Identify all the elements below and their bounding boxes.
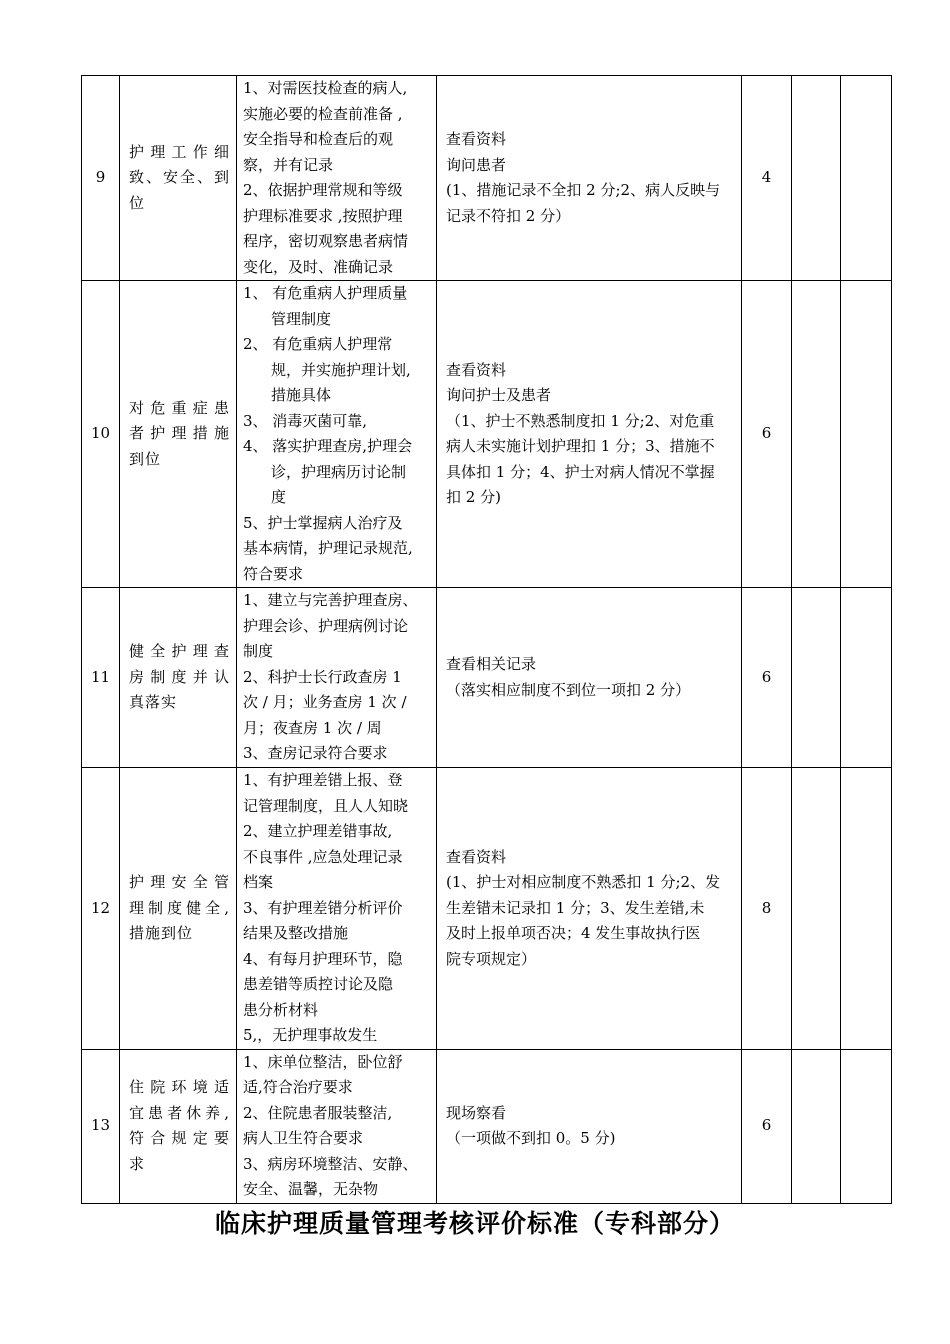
requirements-cell [237, 1049, 437, 1203]
item-title-line: 宜患者休养, [129, 1103, 230, 1122]
method-line: 询问患者 [446, 155, 507, 174]
requirement-line: 2、建立护理差错事故, [243, 822, 393, 840]
method-cell [437, 1049, 742, 1203]
item-title-line: 到位 [129, 449, 162, 468]
requirement-line: 3、有护理差错分析评价 [243, 898, 403, 917]
requirement-line: 符合要求 [243, 564, 304, 583]
requirement-line: 诊，护理病历讨论制 [271, 462, 407, 481]
table-row [82, 76, 892, 281]
requirement-line: 2、住院患者服装整洁, [243, 1103, 393, 1122]
requirement-line: 3、 消毒灭菌可靠, [243, 411, 368, 430]
method-line: （1、护士不熟悉制度扣 1 分;2、对危重 [446, 411, 715, 430]
requirement-line: 1、建立与完善护理查房、 [243, 591, 418, 610]
method-line: 及时上报单项否决；4 发生事故执行医 [446, 924, 701, 942]
score-cell: 8 [742, 768, 792, 1050]
requirement-line: 2、依据护理常规和等级 [243, 181, 403, 199]
method-line: 具体扣 1 分；4、护士对病人情况不掌握 [446, 462, 715, 481]
requirement-line: 制度 [243, 642, 274, 661]
blank-cell [792, 281, 841, 588]
item-title-line: 护理安全管 [129, 873, 230, 891]
method-line: 院专项规定） [446, 949, 537, 968]
requirement-line: 1、 有危重病人护理质量 [243, 284, 408, 302]
requirement-line: 措施具体 [271, 386, 332, 404]
table-row [82, 1049, 892, 1203]
requirement-line: 1、对需医技检查的病人, [243, 79, 408, 97]
requirement-line: 度 [271, 488, 287, 506]
method-line: （一项做不到扣 0。5 分) [446, 1129, 616, 1147]
requirement-line: 安全、温馨，无杂物 [243, 1180, 379, 1198]
requirement-line: 5、护士掌握病人治疗及 [243, 513, 403, 532]
table-row [82, 768, 892, 1050]
method-line: 查看相关记录 [446, 655, 537, 673]
requirement-line: 2、 有危重病人护理常 [243, 335, 393, 353]
item-title-line: 求 [129, 1154, 146, 1173]
row-number: 13 [82, 1049, 120, 1203]
blank-cell [841, 588, 892, 768]
method-line: 记录不符扣 2 分） [446, 206, 571, 225]
item-title-line: 真落实 [129, 693, 178, 712]
requirement-line: 病人卫生符合要求 [243, 1129, 364, 1147]
requirement-line: 4、 落实护理查房,护理会 [243, 437, 413, 455]
score-cell: 6 [742, 588, 792, 768]
item-title-line: 者护理措施 [129, 424, 230, 443]
table-body [82, 76, 892, 1204]
requirement-line: 3、查房记录符合要求 [243, 744, 388, 763]
requirement-line: 实施必要的检查前准备 , [243, 104, 403, 123]
blank-cell [792, 1049, 841, 1203]
method-line: (1、护士对相应制度不熟悉扣 1 分;2、发 [446, 873, 721, 891]
method-cell [437, 588, 742, 768]
requirements-cell [237, 76, 437, 281]
requirements-cell [237, 281, 437, 588]
item-title-line: 护理工作细 [129, 142, 230, 161]
blank-cell [792, 768, 841, 1050]
item-title [120, 588, 237, 768]
requirement-line: 患分析材料 [243, 1000, 319, 1019]
score-cell: 4 [742, 76, 792, 281]
row-number: 12 [82, 768, 120, 1050]
requirement-line: 结果及整改措施 [243, 924, 349, 942]
method-line: (1、措施记录不全扣 2 分;2、病人反映与 [446, 181, 721, 199]
requirement-line: 护理会诊、护理病例讨论 [243, 616, 409, 635]
row-number: 10 [82, 281, 120, 588]
requirement-line: 1、床单位整洁，卧位舒 [243, 1052, 403, 1071]
requirement-line: 5,，无护理事故发生 [243, 1026, 378, 1044]
method-line: 查看资料 [446, 360, 507, 379]
blank-cell [792, 76, 841, 281]
item-title [120, 76, 237, 281]
row-number: 9 [82, 76, 120, 281]
method-line: 询问护士及患者 [446, 386, 552, 404]
requirements-cell [237, 768, 437, 1050]
document-title: 临床护理质量管理考核评价标准（专科部分） [214, 1209, 735, 1238]
method-line: 生差错未记录扣 1 分；3、发生差错,未 [446, 898, 705, 917]
item-title-line: 符合规定要 [129, 1129, 230, 1147]
blank-cell [841, 1049, 892, 1203]
method-line: 查看资料 [446, 847, 507, 866]
requirement-line: 2、科护士长行政查房 1 [243, 667, 402, 686]
requirement-line: 3、病房环境整洁、安静、 [243, 1154, 418, 1173]
requirement-line: 月；夜查房 1 次 / 周 [243, 718, 382, 737]
method-line: 现场察看 [446, 1103, 507, 1122]
method-cell [437, 76, 742, 281]
item-title-line: 措施到位 [129, 924, 194, 942]
item-title-line: 理制度健全, [129, 898, 230, 917]
item-title [120, 1049, 237, 1203]
requirement-line: 适,符合治疗要求 [243, 1078, 353, 1096]
table-row [82, 281, 892, 588]
requirement-line: 1、有护理差错上报、登 [243, 771, 403, 789]
table-row [82, 588, 892, 768]
item-title [120, 281, 237, 588]
item-title-line: 住院环境适 [129, 1078, 230, 1096]
requirement-line: 记管理制度，且人人知晓 [243, 796, 409, 815]
requirement-line: 患差错等质控讨论及隐 [243, 975, 394, 993]
method-line: （落实相应制度不到位一项扣 2 分） [446, 680, 691, 699]
requirement-line: 管理制度 [271, 309, 332, 328]
item-title-line: 致、安全、到 [129, 168, 230, 187]
requirements-cell [237, 588, 437, 768]
requirement-line: 不良事件 ,应急处理记录 [243, 847, 403, 866]
requirement-line: 护理标准要求 ,按照护理 [243, 206, 403, 225]
requirement-line: 基本病情，护理记录规范, [243, 539, 413, 557]
item-title [120, 768, 237, 1050]
blank-cell [841, 281, 892, 588]
blank-cell [841, 768, 892, 1050]
method-cell [437, 768, 742, 1050]
score-cell: 6 [742, 1049, 792, 1203]
requirement-line: 4、有每月护理环节，隐 [243, 949, 403, 968]
item-title-line: 健全护理查 [129, 642, 230, 661]
assessment-table [81, 75, 892, 1204]
requirement-line: 次 / 月；业务查房 1 次 / [243, 693, 407, 712]
item-title-line: 位 [129, 193, 146, 212]
requirement-line: 程序，密切观察患者病情 [243, 232, 409, 250]
requirement-line: 变化，及时、准确记录 [243, 257, 394, 276]
blank-cell [792, 588, 841, 768]
item-title-line: 房制度并认 [129, 667, 230, 686]
item-title-line: 对危重症患 [129, 398, 230, 417]
method-line: 病人未实施计划护理扣 1 分；3、措施不 [446, 437, 715, 455]
requirement-line: 规，并实施护理计划, [271, 360, 411, 379]
requirement-line: 安全指导和检查后的观 [243, 130, 394, 148]
method-line: 查看资料 [446, 130, 507, 148]
method-cell [437, 281, 742, 588]
method-line: 扣 2 分) [446, 488, 501, 506]
row-number: 11 [82, 588, 120, 768]
requirement-line: 察，并有记录 [243, 155, 334, 174]
score-cell: 6 [742, 281, 792, 588]
requirement-line: 档案 [243, 873, 274, 891]
blank-cell [841, 76, 892, 281]
